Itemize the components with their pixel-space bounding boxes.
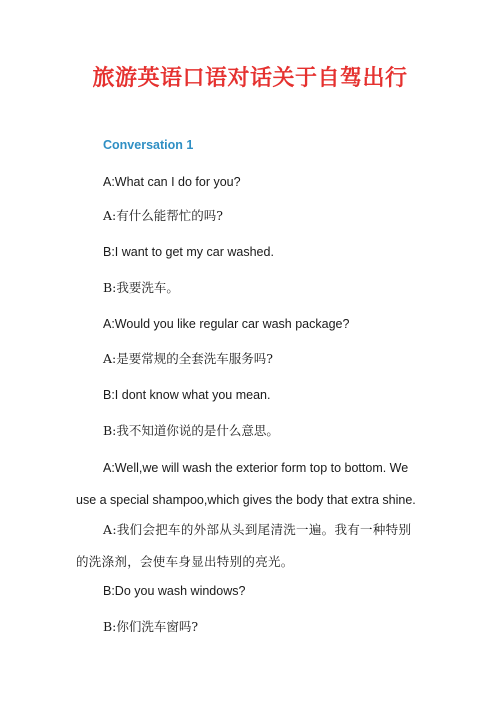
dialogue-line: A:Would you like regular car wash package?	[103, 317, 350, 331]
dialogue-line: B:I dont know what you mean.	[103, 388, 271, 402]
dialogue-line: B:我要洗车。	[103, 280, 179, 295]
document-title: 旅游英语口语对话关于自驾出行	[92, 66, 408, 91]
dialogue-line: B:你们洗车窗吗?	[103, 619, 199, 634]
dialogue-line: B:我不知道你说的是什么意思。	[103, 423, 279, 438]
dialogue-paragraph: A:我们会把车的外部从头到尾清洗一遍。我有一种特别的洗涤剂，会使车身显出特别的亮光。	[76, 522, 412, 569]
dialogue-line: A:What can I do for you?	[103, 175, 241, 189]
dialogue-line: B:I want to get my car washed.	[103, 245, 274, 259]
dialogue-line: B:Do you wash windows?	[103, 584, 246, 598]
section-heading: Conversation 1	[103, 138, 194, 152]
dialogue-line: A:有什么能帮忙的吗?	[103, 208, 223, 223]
dialogue-paragraph: A:Well,we will wash the exterior form top to bottom. We use a special shampoo,which gives the body that extra shine.	[76, 461, 416, 507]
dialogue-line: A:是要常规的全套洗车服务吗?	[103, 351, 273, 366]
